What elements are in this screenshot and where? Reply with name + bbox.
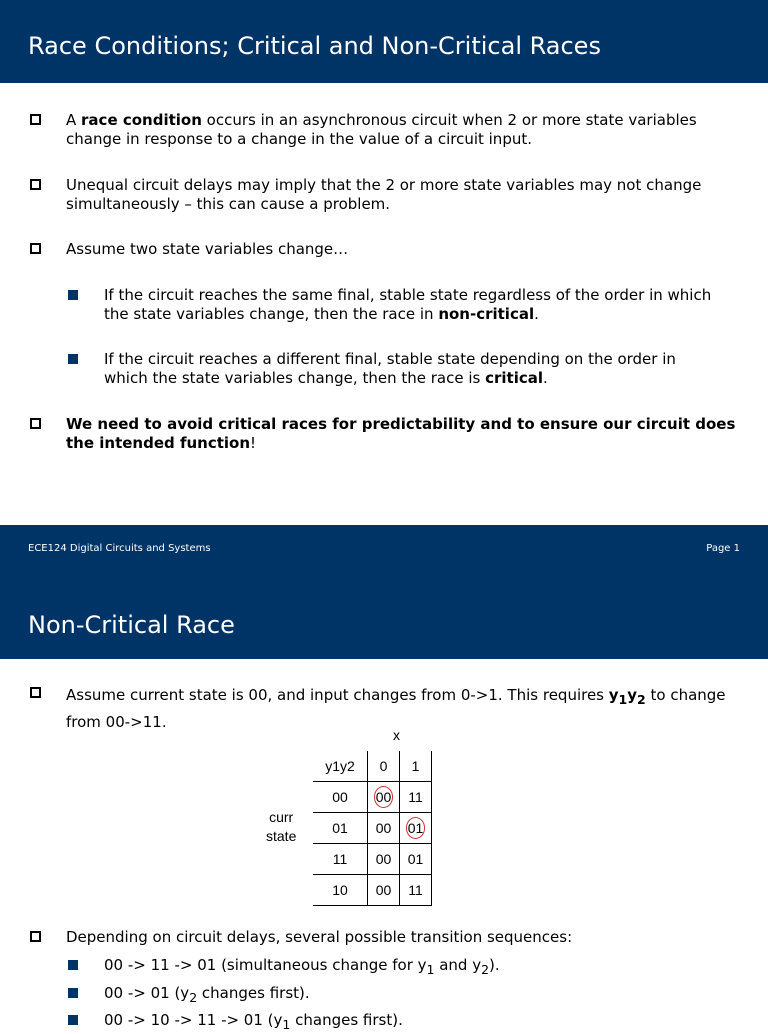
table-cell: 11 xyxy=(400,782,432,813)
hollow-square-bullet-icon xyxy=(30,114,41,125)
stable-state-circle: 01 xyxy=(406,817,426,839)
table-cell: 00 xyxy=(368,844,400,875)
stable-state-circle: 00 xyxy=(374,786,394,808)
bullet-text: Assume two state variables change… xyxy=(66,240,349,258)
course-name: ECE124 Digital Circuits and Systems xyxy=(28,543,211,554)
curr-state-label: curr state xyxy=(266,809,297,844)
sub-bullet-text: 00 -> 11 -> 01 (simultaneous change for $y_1$ and $y_2$). xyxy=(104,956,500,977)
table-row xyxy=(313,782,432,813)
table-row xyxy=(313,844,432,875)
table-cell: 10 xyxy=(313,875,368,906)
table-cell: 01 xyxy=(400,844,432,875)
filled-square-bullet-icon xyxy=(68,290,78,300)
sub-bullet-text: If the circuit reaches the same final, stable state regardless of the order in which the state variables change, then the race in non-critical. xyxy=(104,286,712,323)
slide-title-2: Non-Critical Race xyxy=(28,611,235,639)
filled-square-bullet-icon xyxy=(68,960,78,970)
hollow-square-bullet-icon xyxy=(30,687,41,698)
bullet-text: We need to avoid critical races for predictability and to ensure our circuit does the intended function! xyxy=(66,415,736,452)
sub-bullet-text: If the circuit reaches a different final, stable state depending on the order in which the state variables change, then the race is critical. xyxy=(104,350,676,387)
bullet-text: A race condition occurs in an asynchronous circuit when 2 or more state variables change in response to a change in the value of a circuit input. xyxy=(66,111,697,148)
table-cell: 01 xyxy=(313,813,368,844)
table-cell: 00 xyxy=(368,875,400,906)
table-cell: 00 xyxy=(368,813,400,844)
table-header-row xyxy=(313,751,432,782)
table-cell: 11 xyxy=(313,844,368,875)
bullet-text: Depending on circuit delays, several possible transition sequences: xyxy=(66,928,573,946)
table-cell-stable xyxy=(368,782,400,813)
hollow-square-bullet-icon xyxy=(30,179,41,190)
page-number: Page 1 xyxy=(706,543,740,554)
footer-bar xyxy=(0,525,768,577)
table-cell: 00 xyxy=(313,782,368,813)
title-bar-2 xyxy=(0,577,768,659)
bullet-text: Unequal circuit delays may imply that the 2 or more state variables may not change simultaneously – this can cause a problem. xyxy=(66,176,702,213)
table-header-cell: y1y2 xyxy=(313,751,368,782)
state-transition-table xyxy=(313,751,432,906)
table-cell: 11 xyxy=(400,875,432,906)
sub-bullet-text: 00 -> 10 -> 11 -> 01 ($y_1$ changes first). xyxy=(104,1011,403,1032)
sub-bullet-text: 00 -> 01 ($y_2$ changes first). xyxy=(104,984,310,1005)
hollow-square-bullet-icon xyxy=(30,418,41,429)
table-header-cell: 0 xyxy=(368,751,400,782)
filled-square-bullet-icon xyxy=(68,354,78,364)
hollow-square-bullet-icon xyxy=(30,243,41,254)
x-input-label: x xyxy=(393,727,400,743)
filled-square-bullet-icon xyxy=(68,988,78,998)
slide-title: Race Conditions; Critical and Non-Critical Races xyxy=(28,32,601,60)
table-row xyxy=(313,875,432,906)
hollow-square-bullet-icon xyxy=(30,931,41,942)
table-row xyxy=(313,813,432,844)
bullet-text: Assume current state is 00, and input changes from 0->1. This requires $y_1y_2$ to change from 00->11. xyxy=(66,686,726,731)
table-header-cell: 1 xyxy=(400,751,432,782)
table-cell-stable xyxy=(400,813,432,844)
title-bar xyxy=(0,0,768,83)
